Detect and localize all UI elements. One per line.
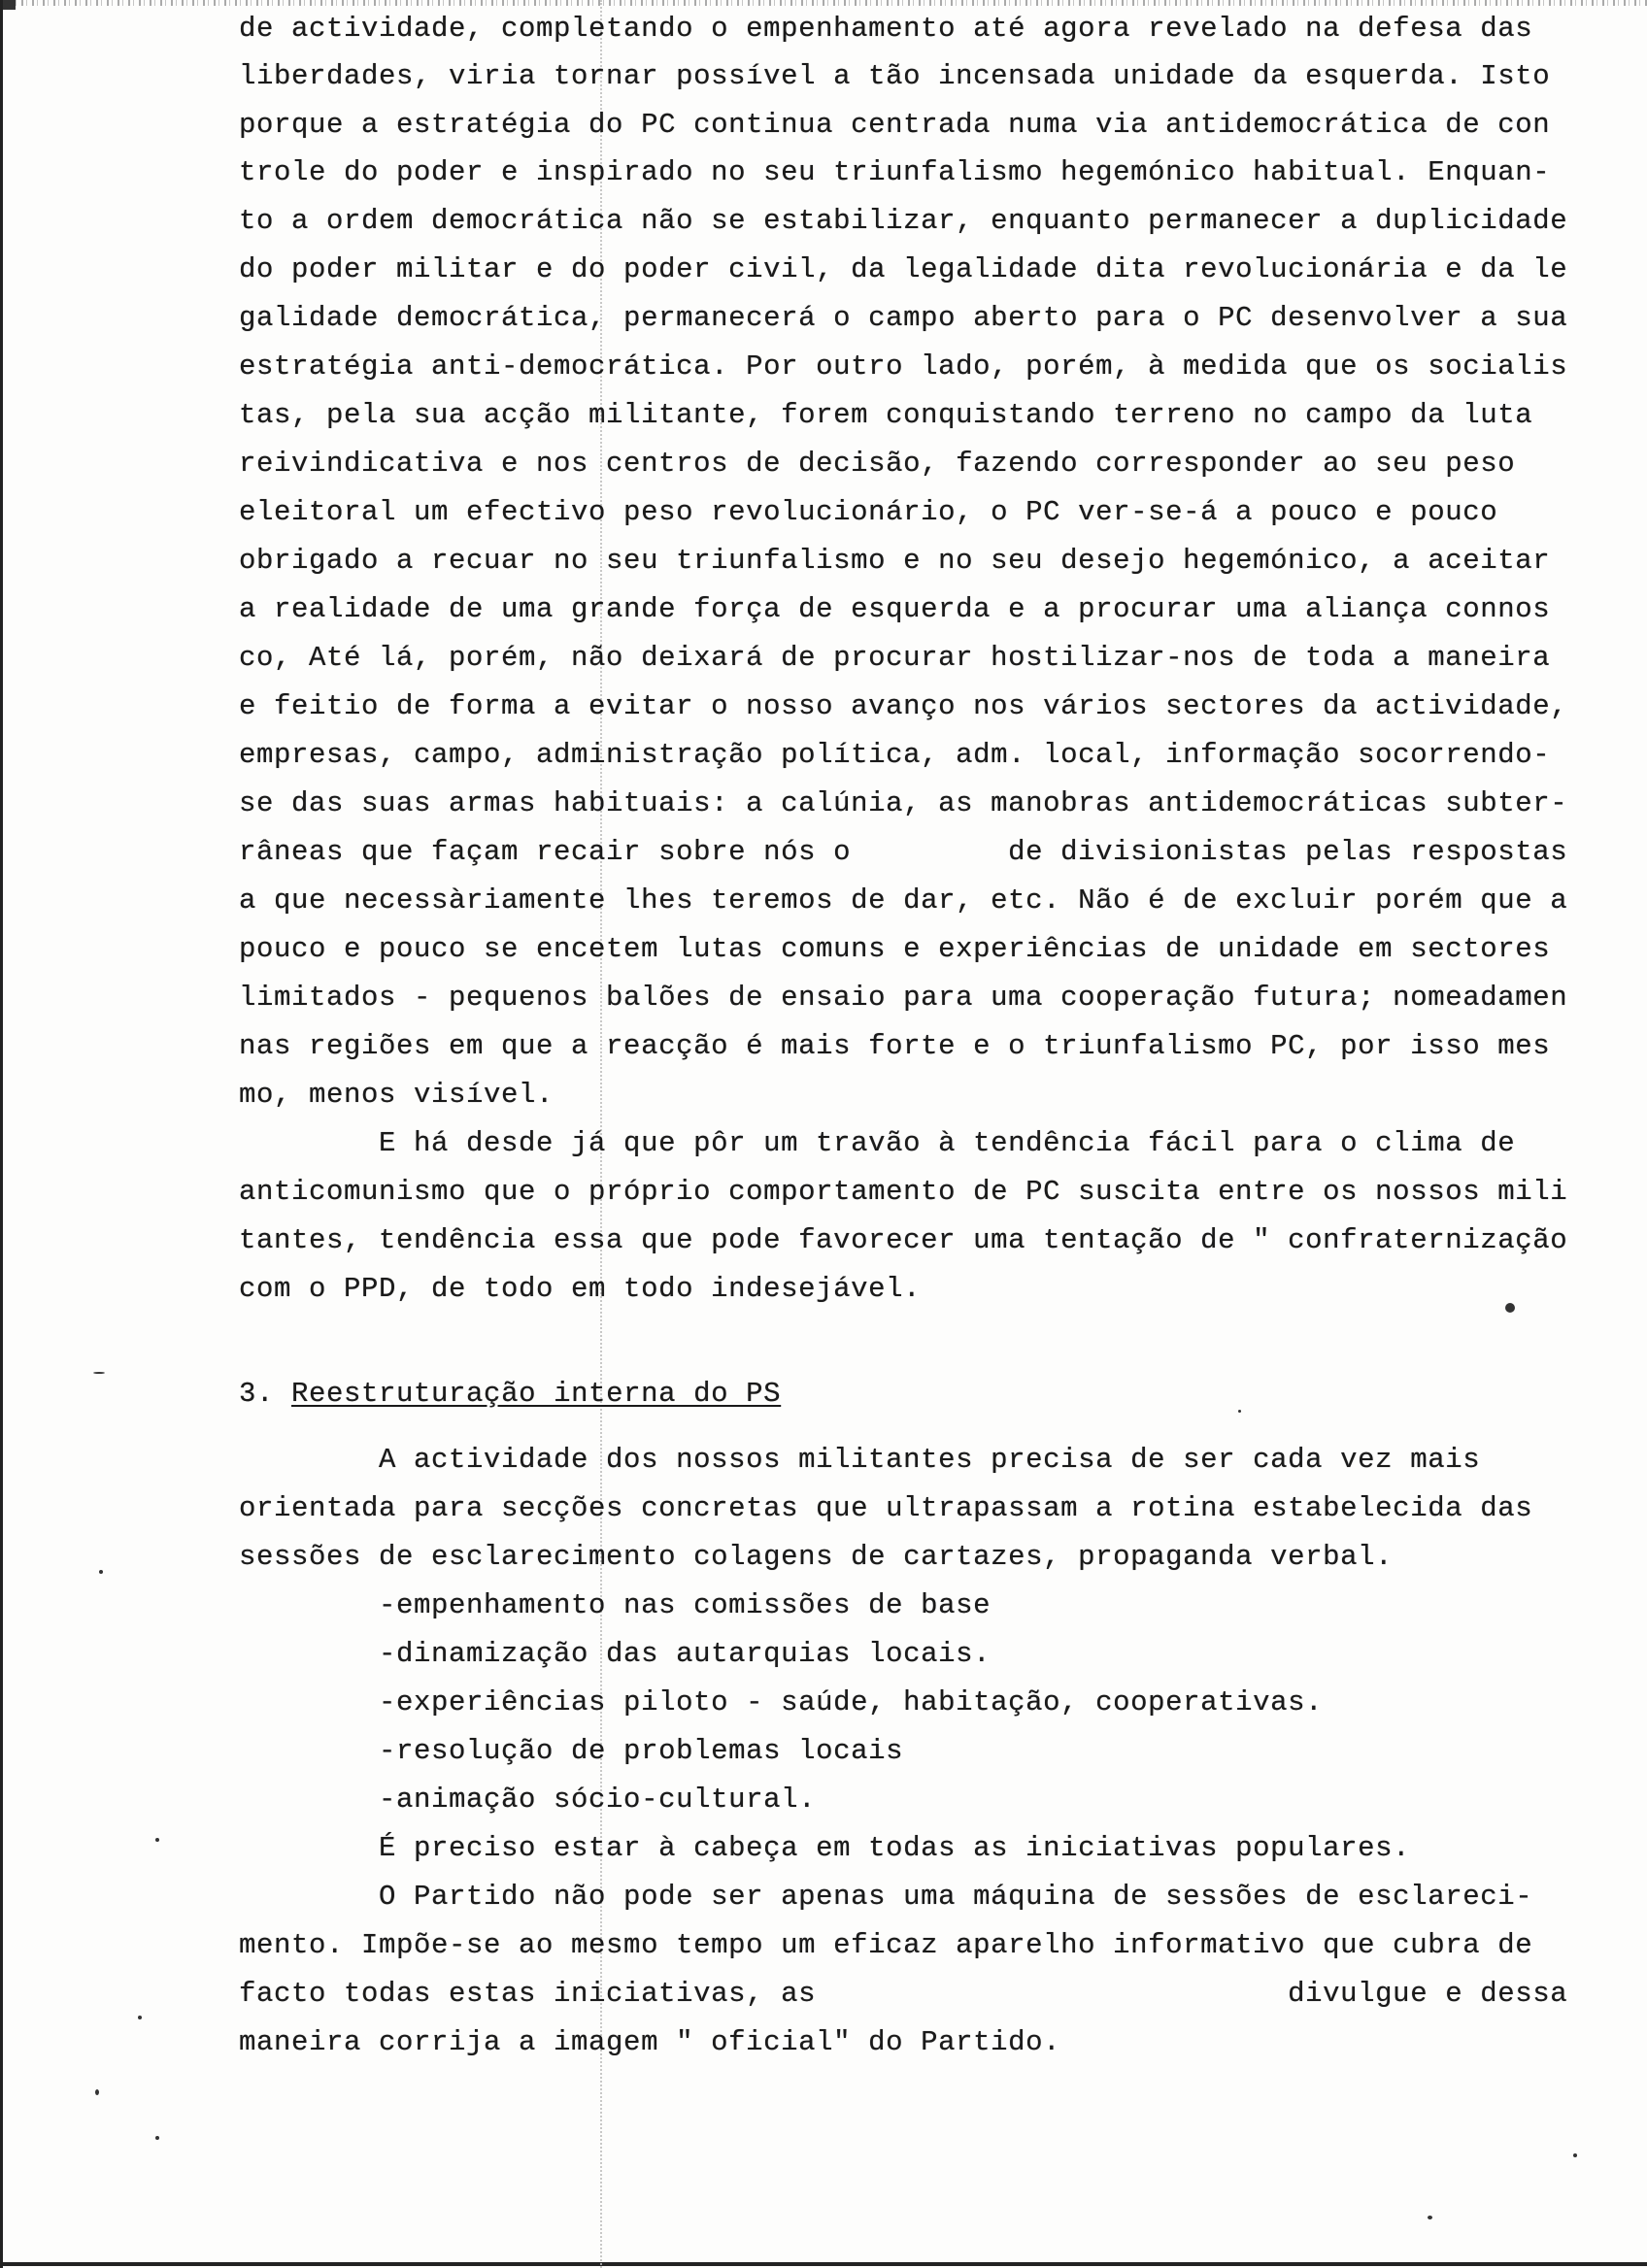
- document-body: [239, 0, 1618, 2058]
- list-item: -animação sócio-cultural.: [239, 1784, 817, 1816]
- list-item: -resolução de problemas locais: [239, 1735, 904, 1767]
- text-line: tas, pela sua acção militante, forem conquistando terreno no campo da luta: [239, 399, 1533, 431]
- section-title: Reestruturação interna do PS: [291, 1378, 782, 1410]
- text-line: estratégia anti-democrática. Por outro lado, porém, à medida que os socialis: [239, 350, 1568, 383]
- text-line: liberdades, viria tornar possível a tão incensada unidade da esquerda. Isto: [239, 60, 1551, 92]
- section-number: 3.: [239, 1378, 275, 1410]
- scan-speck: [99, 1570, 103, 1574]
- text-line: com o PPD, de todo em todo indesejável.: [239, 1273, 922, 1305]
- text-line: reivindicativa e nos centros de decisão, fazendo corresponder ao seu peso: [239, 448, 1516, 480]
- text-line: se das suas armas habituais: a calúnia, as manobras antidemocráticas subter-: [239, 787, 1568, 819]
- text-line: eleitoral um efectivo peso revolucionário, o PC ver-se-á a pouco e pouco: [239, 496, 1498, 528]
- text-line: co, Até lá, porém, não deixará de procurar hostilizar-nos de toda a maneira: [239, 642, 1551, 674]
- text-line: É preciso estar à cabeça em todas as iniciativas populares.: [239, 1832, 1411, 1864]
- scan-corner-mark: [2, 0, 16, 10]
- section-heading: [239, 1371, 781, 1418]
- text-line: e feitio de forma a evitar o nosso avanço nos vários sectores da actividade,: [239, 690, 1568, 722]
- text-line: limitados - pequenos balões de ensaio para uma cooperação futura; nomeadamen: [239, 982, 1568, 1014]
- scan-speck: [93, 1372, 105, 1374]
- list-item: -experiências piloto - saúde, habitação, cooperativas.: [239, 1686, 1324, 1718]
- scan-speck: [95, 2089, 99, 2095]
- text-line: trole do poder e inspirado no seu triunfalismo hegemónico habitual. Enquan-: [239, 156, 1551, 188]
- list-item: -empenhamento nas comissões de base: [239, 1589, 992, 1621]
- text-line: anticomunismo que o próprio comportamento de PC suscita entre os nossos mili: [239, 1176, 1568, 1208]
- text-line: de actividade, completando o empenhamento até agora revelado na defesa das: [239, 13, 1533, 45]
- text-line: facto todas estas iniciativas, as divulgue e dessa: [239, 1978, 1568, 2010]
- text-line: to a ordem democrática não se estabilizar, enquanto permanecer a duplicidade: [239, 205, 1568, 237]
- scan-bottom-border: [0, 2262, 1647, 2266]
- text-line: nas regiões em que a reacção é mais forte e o triunfalismo PC, por isso mes: [239, 1030, 1551, 1062]
- text-line: tantes, tendência essa que pode favorecer uma tentação de " confraternização: [239, 1224, 1568, 1256]
- text-line: obrigado a recuar no seu triunfalismo e no seu desejo hegemónico, a aceitar: [239, 545, 1551, 577]
- text-line: orientada para secções concretas que ultrapassam a rotina estabelecida das: [239, 1492, 1533, 1524]
- scan-speck: [138, 2016, 142, 2019]
- text-line: a realidade de uma grande força de esquerda e a procurar uma aliança connos: [239, 593, 1551, 625]
- scan-speck: [155, 1838, 159, 1842]
- scan-speck: [155, 2136, 159, 2140]
- text-line: a que necessàriamente lhes teremos de dar, etc. Não é de excluir porém que a: [239, 884, 1568, 917]
- text-line: sessões de esclarecimento colagens de cartazes, propaganda verbal.: [239, 1541, 1394, 1573]
- text-line: porque a estratégia do PC continua centrada numa via antidemocrática de con: [239, 109, 1551, 141]
- scan-left-border: [0, 0, 3, 2268]
- text-line: E há desde já que pôr um travão à tendência fácil para o clima de: [239, 1127, 1516, 1159]
- scan-speck: [1505, 1303, 1515, 1313]
- text-line: A actividade dos nossos militantes precisa de ser cada vez mais: [239, 1444, 1481, 1476]
- list-item: -dinamização das autarquias locais.: [239, 1638, 992, 1670]
- text-line: mo, menos visível.: [239, 1079, 555, 1111]
- scan-speck: [1428, 2216, 1432, 2219]
- scan-speck: [1573, 2153, 1577, 2157]
- text-line: galidade democrática, permanecerá o campo aberto para o PC desenvolver a sua: [239, 302, 1568, 334]
- text-line: mento. Impõe-se ao mesmo tempo um eficaz aparelho informativo que cubra de: [239, 1929, 1533, 1961]
- text-line: do poder militar e do poder civil, da legalidade dita revolucionária e da le: [239, 253, 1568, 285]
- scan-speck: [1238, 1410, 1241, 1413]
- text-line: pouco e pouco se encetem lutas comuns e experiências de unidade em sectores: [239, 933, 1551, 965]
- text-line: empresas, campo, administração política, adm. local, informação socorrendo-: [239, 739, 1551, 771]
- text-line: O Partido não pode ser apenas uma máquina de sessões de esclareci-: [239, 1881, 1533, 1913]
- text-line: râneas que façam recair sobre nós o de divisionistas pelas respostas: [239, 836, 1568, 868]
- text-line: maneira corrija a imagem " oficial" do Partido.: [239, 2026, 1061, 2058]
